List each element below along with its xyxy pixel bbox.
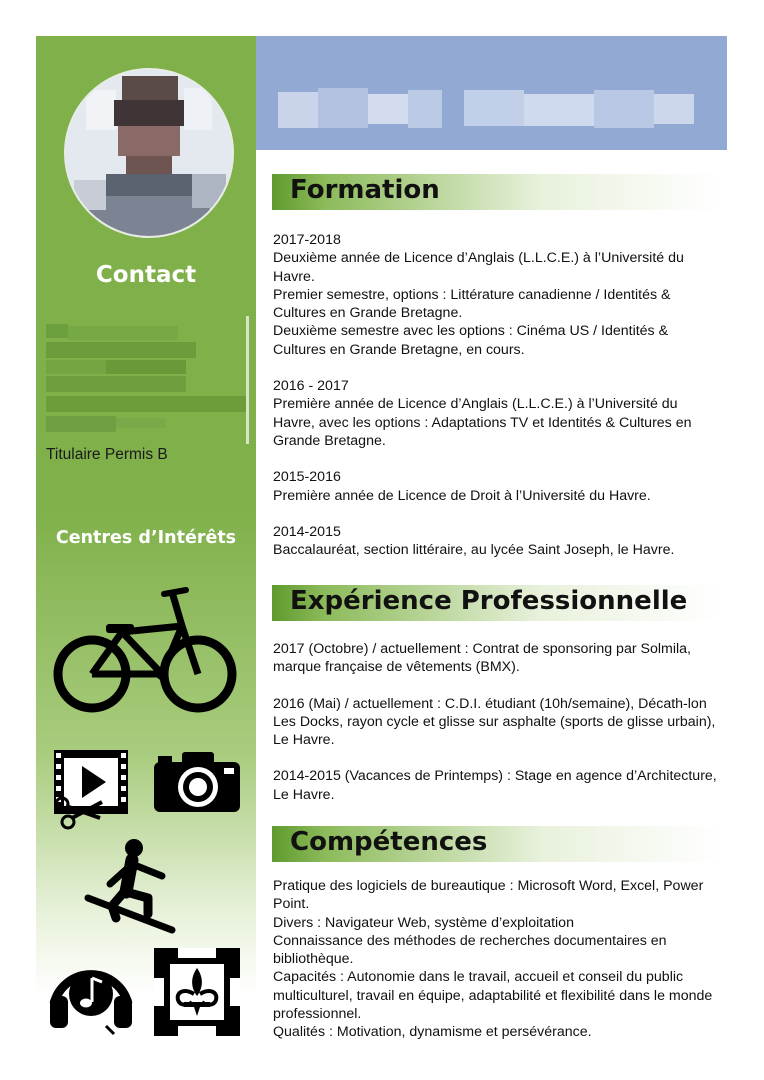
formation-entry [273, 377, 723, 450]
bmx-bike-icon [52, 586, 240, 716]
competence-line: Connaissance des méthodes de recherches documentaires en bibliothèque. [273, 932, 667, 968]
formation-heading-bar [272, 174, 720, 210]
contact-details-redacted [46, 324, 246, 444]
header-band [256, 36, 727, 150]
competences-heading-bar [272, 826, 720, 862]
sidebar [36, 36, 256, 1044]
formation-entry [273, 231, 723, 359]
entry-year: 2017-2018 [273, 232, 341, 248]
entry-year: 2016 - 2017 [273, 378, 349, 395]
profile-photo-pixelated [64, 68, 234, 238]
entry-line: Première année de Licence de Droit à l’Université du Havre. [273, 487, 651, 504]
formation-entry [273, 468, 723, 505]
scout-fleur-de-lis-icon [154, 948, 240, 1036]
formation-entry [273, 523, 723, 560]
experience-heading-bar [272, 585, 720, 621]
experience-heading: Expérience Professionnelle [290, 586, 688, 616]
divider-bar [246, 316, 249, 444]
permis-text: Titulaire Permis B [46, 446, 168, 463]
experience-entry: 2017 (Octobre) / actuellement : Contrat de sponsoring par Solmila, marque française de vêtements (BMX). [273, 641, 691, 676]
competence-line: Divers : Navigateur Web, système d’exploitation [273, 914, 574, 931]
experience-section [273, 640, 723, 804]
interets-heading: Centres d’Intérêts [55, 528, 237, 548]
formation-heading: Formation [290, 175, 440, 205]
competence-line: Capacités : Autonomie dans le travail, accueil et conseil du public multiculturel, travail en équipe, adaptabilité et flexibilité dans le monde professionnel. [273, 969, 713, 1023]
competence-line: Pratique des logiciels de bureautique : Microsoft Word, Excel, Power Point. [273, 878, 704, 913]
entry-year: 2014-2015 [273, 523, 341, 540]
competences-heading: Compétences [290, 827, 488, 857]
entry-line: Premier semestre, options : Littérature canadienne / Identités & Cultures en Grande Bretagne. [273, 286, 671, 322]
video-editing-icon [50, 748, 130, 830]
competences-section [273, 877, 723, 1042]
entry-line: Deuxième année de Licence d’Anglais (L.L.C.E.) à l’Université du Havre. [273, 250, 684, 285]
entry-line: Première année de Licence d’Anglais (L.L.C.E.) à l’Université du Havre, avec les options : Adaptations TV et Identités & Cultures en Grande Bretagne. [273, 396, 692, 449]
contact-heading: Contact [95, 262, 197, 288]
entry-year: 2015-2016 [273, 469, 341, 486]
snowboard-icon [82, 836, 182, 936]
competence-line: Qualités : Motivation, dynamisme et persévérance. [273, 1024, 592, 1041]
experience-entry: 2016 (Mai) / actuellement : C.D.I. étudiant (10h/semaine), Décath-lon Les Docks, rayon cycle et glisse sur asphalte (sports de glisse urbain), Le Havre. [273, 695, 716, 749]
entry-line: Deuxième semestre avec les options : Cinéma US / Identités & Cultures en Grande Bretagne, en cours. [273, 323, 669, 358]
entry-line: Baccalauréat, section littéraire, au lycée Saint Joseph, le Havre. [273, 542, 675, 559]
name-redacted [278, 88, 698, 134]
experience-entry: 2014-2015 (Vacances de Printemps) : Stage en agence d’Architecture, Le Havre. [273, 768, 717, 803]
headphones-music-icon [46, 946, 136, 1036]
formation-section [273, 231, 723, 559]
camera-icon [152, 748, 242, 814]
